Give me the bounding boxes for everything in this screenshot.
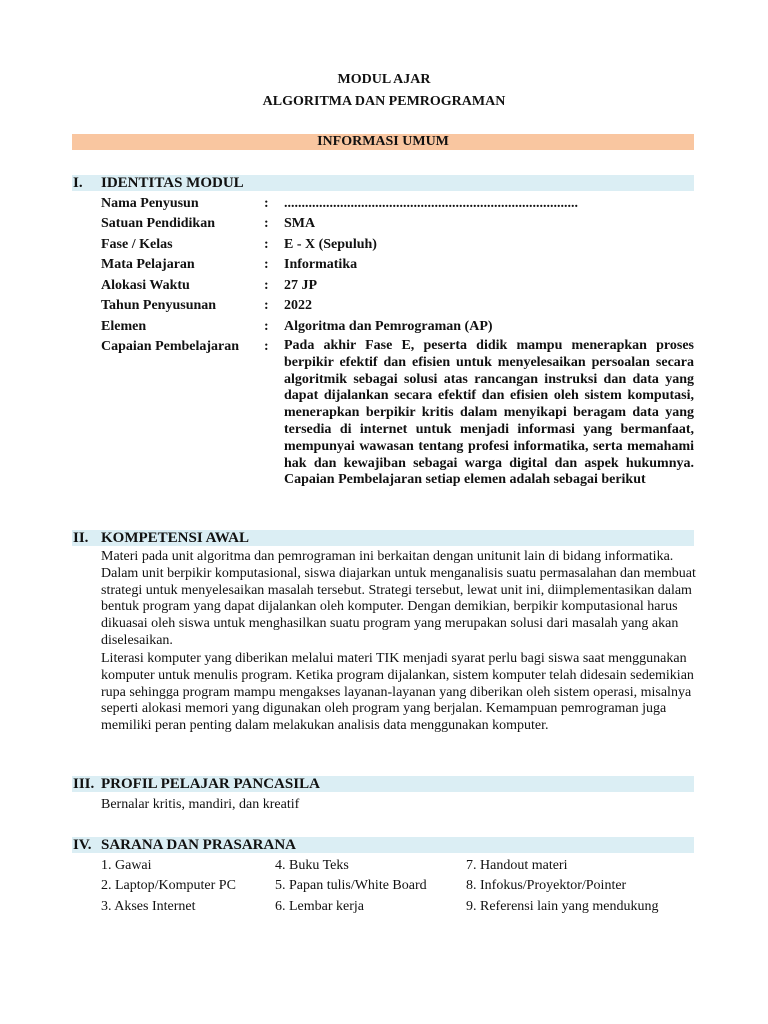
field-value: SMA	[284, 216, 316, 231]
section-profil-title: PROFIL PELAJAR PANCASILA	[101, 776, 320, 792]
field-colon: :	[264, 196, 269, 211]
field-colon: :	[264, 298, 269, 313]
capaian-text: Pada akhir Fase E, peserta didik mampu menerapkan proses berpikir efektif dan efisien untuk menyelesaikan persoalan secara algoritmik sebagai solusi atas rancangan instruksi dan data yang dapat dijalankan secara efektif dan efisien oleh sistem komputasi, menerapkan berpikir kritis dalam menyikapi beragam data yang tersedia di internet untuk menjadi informasi yang bermanfaat, mempunyai wawasan tentang profesi informatika, serta memahami hak dan kewajiban sebagai warga digital dan aspek hukumnya. Capaian Pembelajaran setiap elemen adalah sebagai berikut	[284, 338, 694, 488]
field-label: Tahun Penyusunan	[101, 298, 217, 313]
sarana-item: 2. Laptop/Komputer PC	[101, 878, 236, 893]
sarana-item: 6. Lembar kerja	[275, 899, 365, 914]
sarana-item: 9. Referensi lain yang mendukung	[466, 899, 659, 914]
field-colon: :	[264, 237, 269, 252]
info-umum-label: INFORMASI UMUM	[317, 134, 449, 149]
sarana-item: 4. Buku Teks	[275, 858, 349, 873]
section-identitas-number: I.	[73, 175, 83, 191]
field-label: Fase / Kelas	[101, 237, 173, 252]
field-colon: :	[264, 216, 269, 231]
document-title: MODUL AJAR	[337, 72, 431, 87]
kompetensi-paragraph-2: Literasi komputer yang diberikan melalui materi TIK menjadi syarat perlu bagi siswa saat menggunakan komputer untuk menulis program. Ketika program dijalankan, sistem komputer telah didesain sedemikian rupa sehingga program mampu mengakses layanan-layanan yang diberikan oleh sistem operasi, misalnya seperti alokasi memori yang digunakan oleh program yang berjalan. Kemampuan pemrograman juga memiliki peran penting dalam melakukan analisis data menggunakan komputer.	[101, 651, 694, 734]
section-kompetensi-number: II.	[73, 530, 89, 546]
section-sarana-number: IV.	[73, 837, 92, 853]
field-value: 27 JP	[284, 278, 318, 293]
document-subtitle: ALGORITMA DAN PEMROGRAMAN	[262, 94, 506, 109]
field-value: 2022	[284, 298, 312, 313]
sarana-item: 7. Handout materi	[466, 858, 568, 873]
field-value: ....................................................................................	[284, 196, 578, 211]
profil-text: Bernalar kritis, mandiri, dan kreatif	[101, 797, 300, 812]
field-colon: :	[264, 339, 269, 354]
section-identitas-title: IDENTITAS MODUL	[101, 175, 244, 191]
field-colon: :	[264, 319, 269, 334]
field-value: Algoritma dan Pemrograman (AP)	[284, 319, 493, 334]
capaian-label: Capaian Pembelajaran	[101, 339, 240, 354]
section-sarana-title: SARANA DAN PRASARANA	[101, 837, 297, 853]
sarana-item: 5. Papan tulis/White Board	[275, 878, 427, 893]
sarana-item: 3. Akses Internet	[101, 899, 196, 914]
section-profil-number: III.	[73, 776, 95, 792]
field-label: Satuan Pendidikan	[101, 216, 215, 231]
sarana-item: 1. Gawai	[101, 858, 152, 873]
field-label: Alokasi Waktu	[101, 278, 190, 293]
field-label: Elemen	[101, 319, 147, 334]
info-umum-bar	[72, 134, 694, 150]
field-value: E - X (Sepuluh)	[284, 237, 377, 252]
field-label: Mata Pelajaran	[101, 257, 195, 272]
field-label: Nama Penyusun	[101, 196, 199, 211]
sarana-item: 8. Infokus/Proyektor/Pointer	[466, 878, 627, 893]
field-colon: :	[264, 257, 269, 272]
field-value: Informatika	[284, 257, 358, 272]
section-kompetensi-title: KOMPETENSI AWAL	[101, 530, 249, 546]
field-colon: :	[264, 278, 269, 293]
kompetensi-paragraph-1: Materi pada unit algoritma dan pemrograman ini berkaitan dengan unitunit lain di bidang informatika. Dalam unit berpikir komputasional, siswa diajarkan untuk menganalisis suatu permasalahan dan membuat strategi untuk menyelesaikan masalah tersebut. Strategi tersebut, lewat unit ini, diimplementasikan dalam bentuk program yang dapat dijalankan oleh komputer. Dengan demikian, berpikir komputasional harus dikuasai oleh siswa untuk menghasilkan suatu program yang merupakan solusi dari masalah yang akan diselesaikan.	[101, 549, 696, 648]
